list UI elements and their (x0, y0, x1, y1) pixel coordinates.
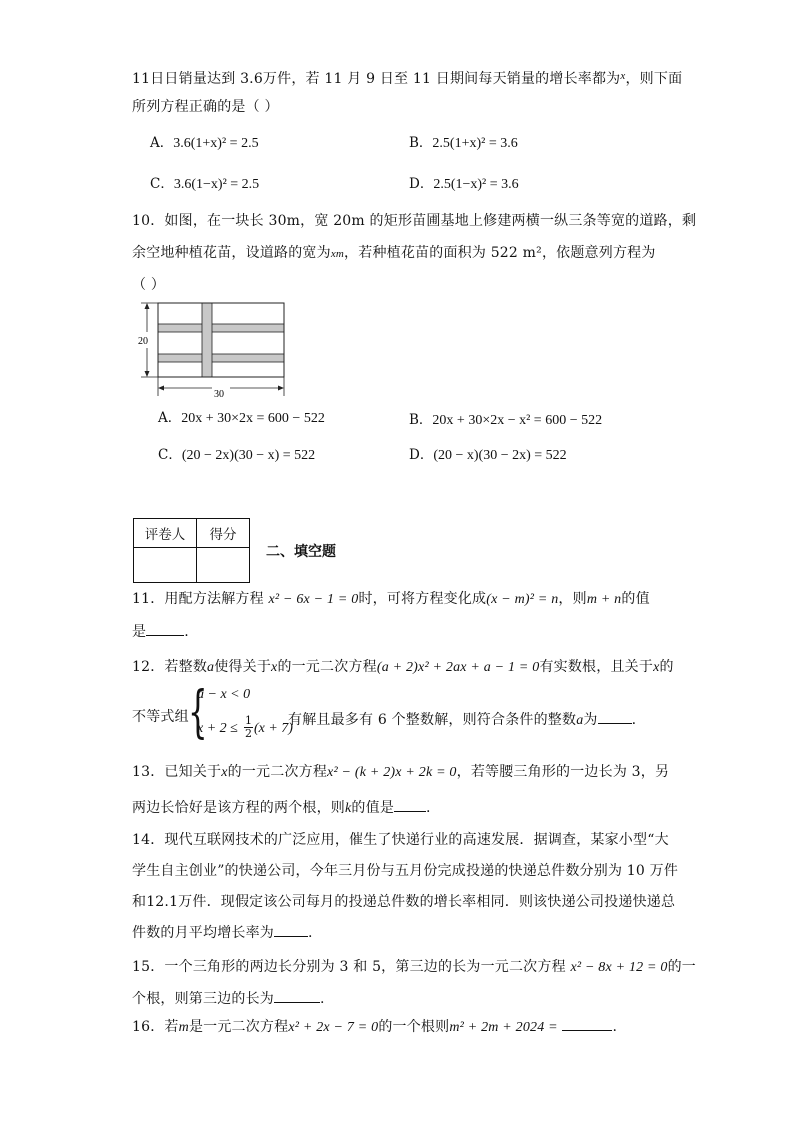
field-outline (158, 303, 284, 377)
score-table-score-cell[interactable] (197, 548, 250, 583)
q9-option-a[interactable]: A．3.6(1+x)² = 2.5 (150, 135, 259, 151)
q9-option-c[interactable]: C．3.6(1−x)² = 2.5 (150, 176, 260, 192)
score-table-header-score: 得分 (197, 519, 250, 548)
q10-figure (130, 298, 290, 404)
q15-line1: 15．一个三角形的两边长分别为 3 和 5，第三边的长为一元二次方程 x² − 8x + 12 = 0的一 (132, 959, 697, 975)
q10-option-b[interactable]: B．20x + 30×2x − x² = 600 − 522 (409, 412, 603, 428)
q13-line2: 两边长恰好是该方程的两个根，则k的值是 . (132, 797, 431, 819)
q12-answer-blank[interactable] (598, 709, 632, 724)
q9-option-d[interactable]: D．2.5(1−x)² = 3.6 (409, 176, 519, 192)
width-label: 30 (214, 389, 224, 400)
q13-answer-blank[interactable] (394, 797, 426, 812)
q14-line4: 件数的月平均增长率为 . (132, 922, 313, 943)
q14-answer-blank[interactable] (274, 922, 308, 937)
q9-option-b[interactable]: B．2.5(1+x)² = 3.6 (409, 135, 518, 151)
section-title: 二、填空题 (266, 544, 336, 560)
score-table-grader-cell[interactable] (134, 548, 197, 583)
q12-line2-rest: 有解且最多有 6 个整数解，则符合条件的整数a为 . (288, 709, 636, 731)
q14-line2: 学生自主创业”的快递公司，今年三月份与五月份完成投递的快递总件数分别为 10 万件 (132, 863, 679, 879)
q11-line2: 是 . (132, 621, 189, 642)
q12-inequality-2: x + 2 ≤ $\frac{1}{2}$ (x + 7) (197, 714, 293, 740)
score-table (133, 518, 250, 583)
q11-line1: 11．用配方法解方程 x² − 6x − 1 = 0时，可将方程变化成(x − m)² = n，则m + n的值 (132, 591, 650, 607)
q13-line1: 13．已知关于x的一元二次方程x² − (k + 2)x + 2k = 0，若等腰三角形的一边长为 3，另 (132, 764, 670, 780)
q12-line2-prefix: 不等式组 (132, 709, 189, 725)
q10-option-c[interactable]: C．(20 − 2x)(30 − x) = 522 (158, 447, 316, 463)
score-table-header-grader: 评卷人 (134, 519, 197, 548)
q14-line1: 14．现代互联网技术的广泛应用，催生了快递行业的高速发展．据调查，某家小型“大 (132, 832, 669, 848)
q15-line2: 个根，则第三边的长为 . (132, 988, 325, 1009)
q16-answer-blank[interactable] (562, 1016, 612, 1031)
q15-answer-blank[interactable] (274, 988, 320, 1003)
q10-line1: 10．如图，在一块长 30m，宽 20m 的矩形苗圃基地上修建两横一纵三条等宽的道路，剩 (132, 213, 697, 229)
road-vertical (202, 303, 212, 377)
q9-line2: 所列方程正确的是（ ） (132, 99, 279, 115)
q12-line1: 12．若整数a使得关于x的一元二次方程(a + 2)x² + 2ax + a − 1 = 0有实数根，且关于x的 (132, 659, 674, 675)
q10-option-a[interactable]: A．20x + 30×2x = 600 − 522 (158, 410, 325, 426)
brace-icon: { (188, 680, 208, 745)
q11-answer-blank[interactable] (146, 621, 184, 636)
height-label: 20 (138, 336, 148, 347)
q10-option-d[interactable]: D．(20 − x)(30 − 2x) = 522 (409, 447, 567, 463)
road-horizontal-2 (158, 354, 284, 362)
road-horizontal-1 (158, 324, 284, 332)
q16-line1: 16．若m是一元二次方程x² + 2x − 7 = 0的一个根则m² + 2m + 2024 = . (132, 1016, 617, 1038)
q10-line3: （ ） (132, 277, 166, 293)
q9-line1: 11日日销量达到 3.6万件，若 11 月 9 日至 11 日期间每天销量的增长率都为$^x$，则下面 (132, 70, 683, 87)
q14-line3: 和12.1万件．现假定该公司每月的投递总件数的增长率相同．则该快递公司投递快递总 (132, 894, 676, 910)
q10-line2: 余空地种植花苗，设道路的宽为xm，若种植花苗的面积为 522 m²，依题意列方程为 (132, 245, 656, 261)
q12-inequality-1: a − x < 0 (197, 687, 251, 702)
